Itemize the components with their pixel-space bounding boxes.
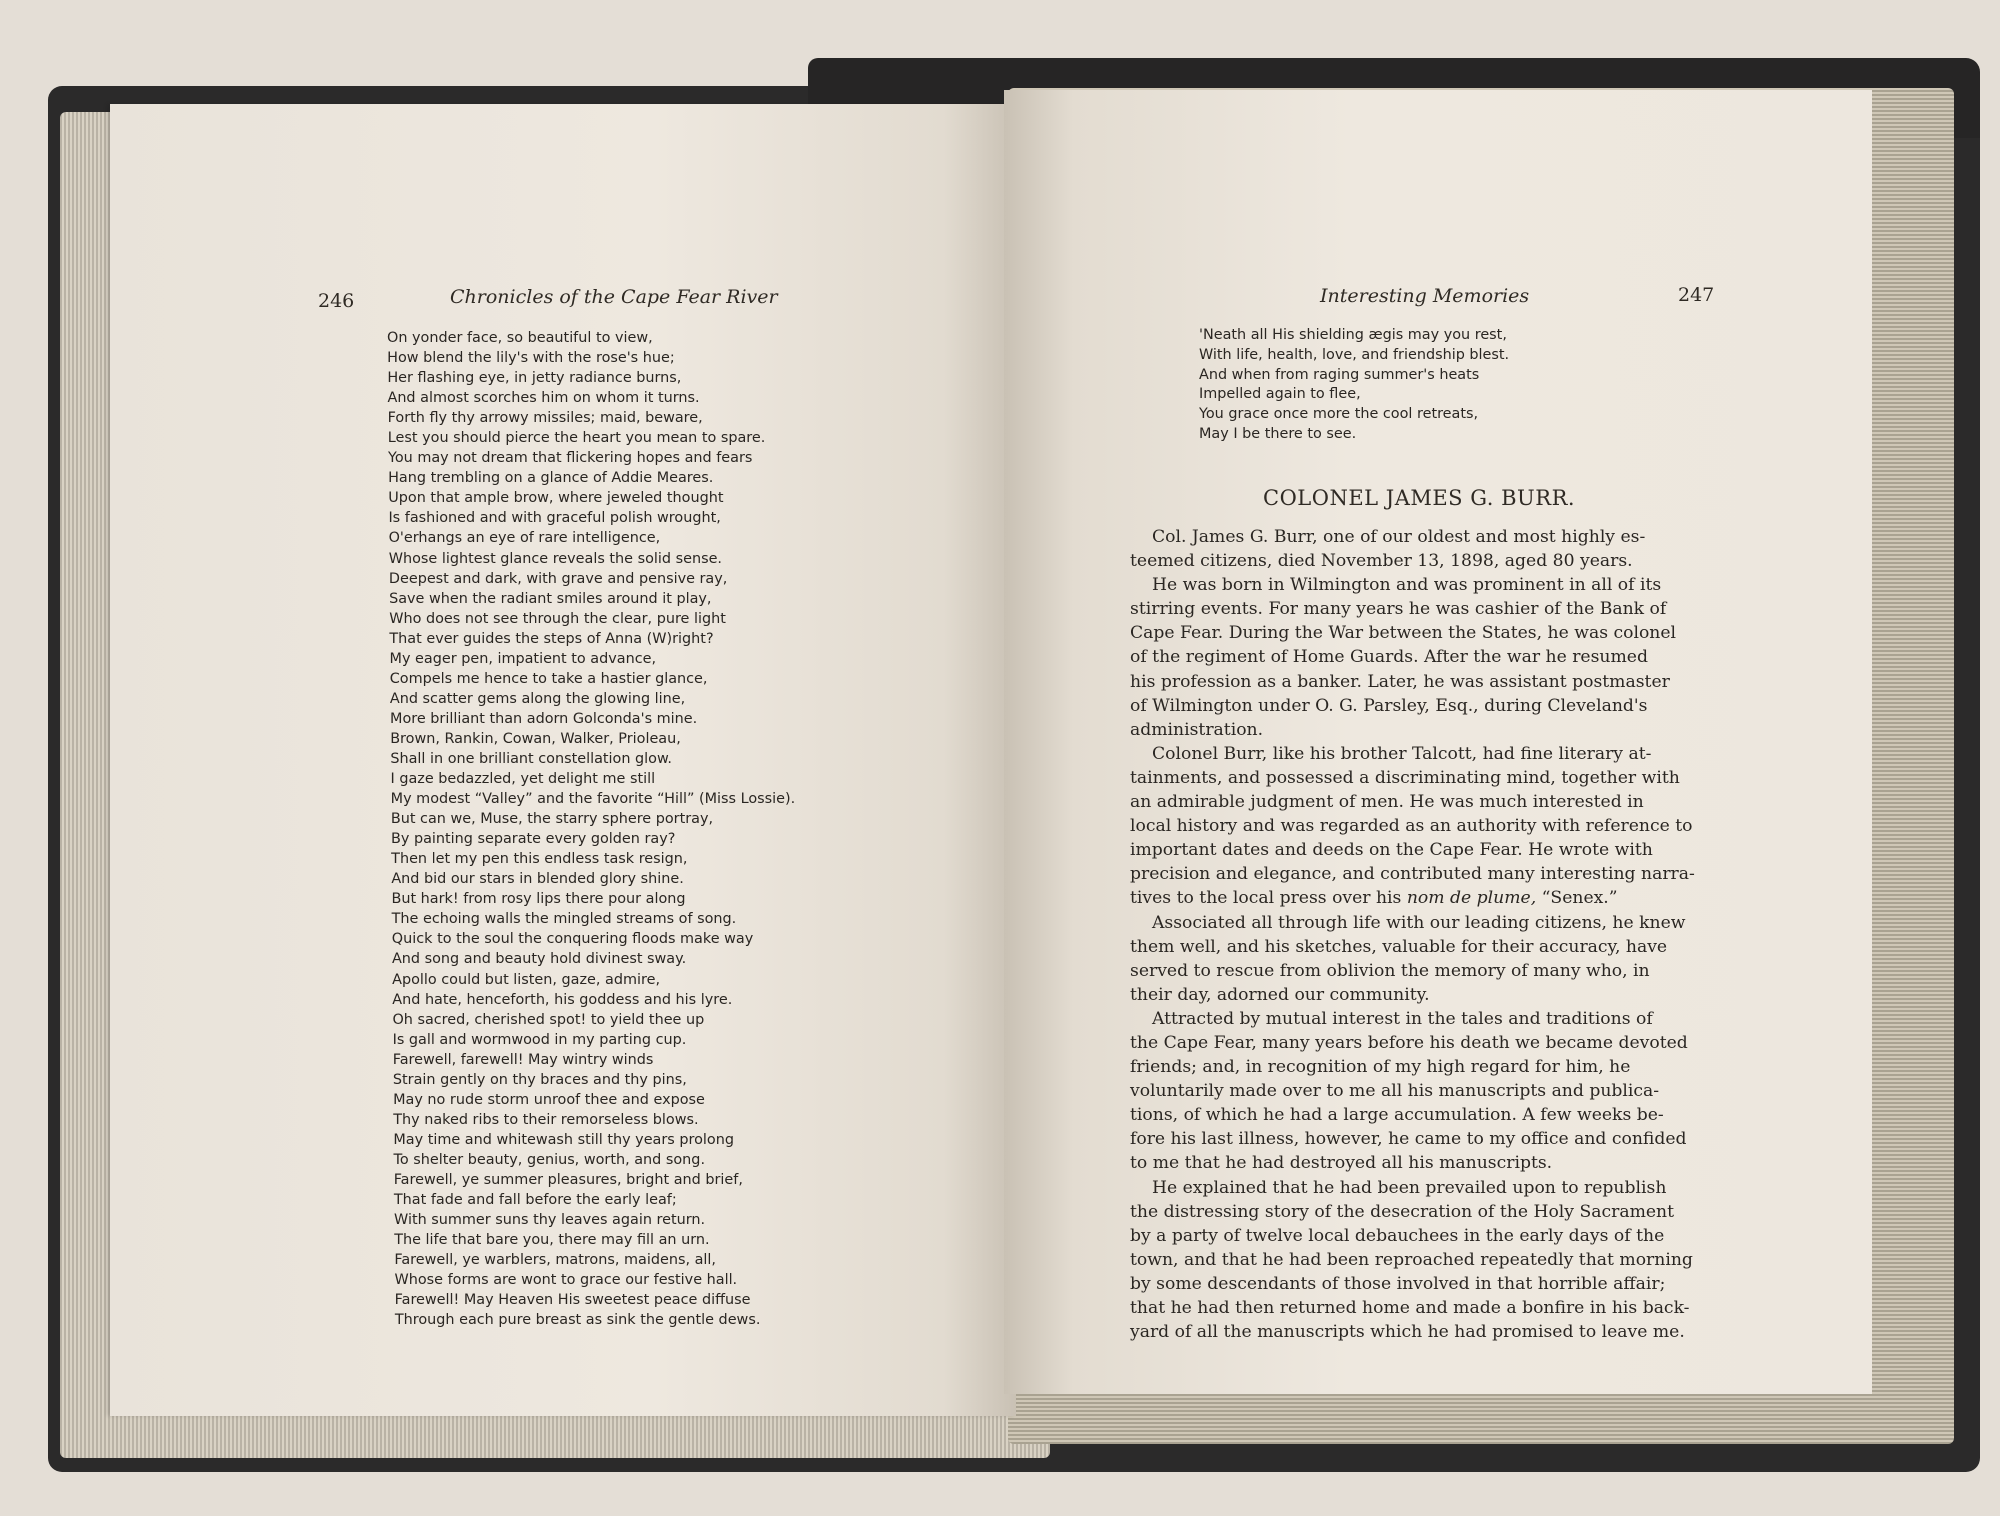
prose-line xyxy=(1130,525,1710,549)
prose-line-text: voluntarily made over to me all his manuscripts and publica- xyxy=(1130,1081,1660,1102)
prose-line xyxy=(1130,1151,1710,1175)
verse-line: Hang trembling on a glance of Addie Meares. xyxy=(388,470,714,487)
prose-line xyxy=(1130,1296,1710,1320)
verse-line: Strain gently on thy braces and thy pins, xyxy=(392,1071,687,1088)
verse-line: Oh sacred, cherished spot! to yield thee up xyxy=(392,1011,705,1028)
verse-line: My modest “Valley” and the favorite “Hill” (Miss Lossie). xyxy=(390,791,796,808)
verse-line: May time and whitewash still thy years prolong xyxy=(393,1131,734,1148)
prose-line xyxy=(1130,1103,1710,1127)
prose-line-text: their day, adorned our community. xyxy=(1130,984,1430,1005)
prose-line-text: teemed citizens, died November 13, 1898, aged 80 years. xyxy=(1130,551,1633,572)
prose-line xyxy=(1130,1248,1710,1272)
verse-line: Impelled again to flee, xyxy=(1199,386,1361,403)
prose-line xyxy=(1130,621,1710,645)
verse-line: Farewell, ye warblers, matrons, maidens, all, xyxy=(394,1252,716,1269)
prose-line-text: precision and elegance, and contributed many interesting narra- xyxy=(1130,864,1695,885)
verse-line: More brilliant than adorn Golconda's mine. xyxy=(390,710,698,727)
prose-line xyxy=(1130,886,1710,910)
verse-line: The life that bare you, there may fill an urn. xyxy=(394,1232,710,1249)
verse-line: Quick to the soul the conquering floods make way xyxy=(391,931,754,948)
verse-line: And almost scorches him on whom it turns. xyxy=(387,390,700,407)
verse-line: Is fashioned and with graceful polish wrought, xyxy=(388,510,721,527)
prose-line xyxy=(1130,742,1710,766)
prose-line xyxy=(1130,1031,1710,1055)
prose-line-text: Cape Fear. During the War between the States, he was colonel xyxy=(1130,623,1677,644)
verse-line: With life, health, love, and friendship blest. xyxy=(1199,346,1510,363)
prose-line xyxy=(1130,573,1710,597)
verse-line: Farewell, ye summer pleasures, bright and brief, xyxy=(393,1171,743,1188)
verse-line: You may not dream that flickering hopes and fears xyxy=(387,450,753,467)
verse-line: On yonder face, so beautiful to view, xyxy=(387,330,653,346)
prose-line-text: He explained that he had been prevailed upon to republish xyxy=(1152,1177,1667,1198)
verse-line: Is gall and wormwood in my parting cup. xyxy=(392,1031,687,1048)
verse-line: My eager pen, impatient to advance, xyxy=(389,650,657,667)
prose-line xyxy=(1130,1176,1710,1200)
article-title: COLONEL JAMES G. BURR. xyxy=(1263,486,1576,510)
prose-line-text: Associated all through life with our leading citizens, he knew xyxy=(1152,912,1686,933)
prose-line-text: of Wilmington under O. G. Parsley, Esq., during Cleveland's xyxy=(1130,695,1648,716)
verse-line: But can we, Muse, the starry sphere portray, xyxy=(390,811,714,828)
verse-line: And when from raging summer's heats xyxy=(1199,366,1480,383)
prose-line xyxy=(1130,549,1710,573)
verse-line: Whose lightest glance reveals the solid sense. xyxy=(388,550,723,567)
verse-line: And song and beauty hold divinest sway. xyxy=(391,951,687,968)
prose-line-text: stirring events. For many years he was cashier of the Bank of xyxy=(1130,599,1667,620)
pen-name-label: nom de plume, xyxy=(1406,888,1537,909)
prose-line xyxy=(1130,983,1710,1007)
prose-line xyxy=(1130,862,1710,886)
pen-name: “Senex.” xyxy=(1541,888,1618,909)
right-verse xyxy=(1199,326,1509,445)
article-body xyxy=(1130,525,1710,1344)
verse-line: How blend the lily's with the rose's hue; xyxy=(387,350,675,367)
verse-line: That fade and fall before the early leaf; xyxy=(393,1192,677,1209)
verse-line: But hark! from rosy lips there pour along xyxy=(391,891,686,908)
prose-line-text: administration. xyxy=(1130,719,1264,740)
verse-line: Through each pure breast as sink the gentle dews. xyxy=(394,1312,761,1329)
prose-line xyxy=(1130,790,1710,814)
right-page-number: 247 xyxy=(1678,284,1715,306)
prose-line xyxy=(1130,1200,1710,1224)
verse-line: To shelter beauty, genius, worth, and song. xyxy=(393,1151,706,1168)
verse-line: Her flashing eye, in jetty radiance burns, xyxy=(387,370,682,387)
prose-line xyxy=(1130,1224,1710,1248)
prose-line-text: tives to the local press over his xyxy=(1130,888,1402,909)
prose-line xyxy=(1130,645,1710,669)
prose-line-text: tions, of which he had a large accumulation. A few weeks be- xyxy=(1130,1105,1664,1126)
prose-line-text: that he had then returned home and made a bonfire in his back- xyxy=(1130,1298,1690,1318)
right-running-head: Interesting Memories xyxy=(1320,285,1530,307)
verse-line: 'Neath all His shielding ægis may you rest, xyxy=(1199,327,1507,343)
prose-line-text: important dates and deeds on the Cape Fear. He wrote with xyxy=(1130,840,1653,861)
verse-line: And hate, henceforth, his goddess and his lyre. xyxy=(392,991,733,1008)
verse-line: Compels me hence to take a hastier glance, xyxy=(389,670,708,687)
prose-line-text: served to rescue from oblivion the memory of many who, in xyxy=(1130,960,1650,981)
prose-line-text: yard of all the manuscripts which he had promised to leave me. xyxy=(1130,1322,1685,1343)
prose-line-text: He was born in Wilmington and was prominent in all of its xyxy=(1152,575,1662,596)
verse-line: That ever guides the steps of Anna (W)right? xyxy=(389,630,714,647)
verse-line: Deepest and dark, with grave and pensive ray, xyxy=(388,570,728,587)
prose-line-text: tainments, and possessed a discriminating mind, together with xyxy=(1130,767,1680,788)
prose-line-text: friends; and, in recognition of my high regard for him, he xyxy=(1130,1057,1631,1078)
prose-line-text: an admirable judgment of men. He was much interested in xyxy=(1130,792,1644,813)
left-verse xyxy=(387,328,795,1330)
verse-line: Farewell! May Heaven His sweetest peace diffuse xyxy=(394,1292,751,1309)
prose-line-text: Attracted by mutual interest in the tales and traditions of xyxy=(1152,1008,1653,1029)
prose-line xyxy=(1130,814,1710,838)
prose-line xyxy=(1130,1079,1710,1103)
prose-line-text: by some descendants of those involved in that horrible affair; xyxy=(1130,1273,1666,1294)
prose-line xyxy=(1130,935,1710,959)
prose-line-text: Colonel Burr, like his brother Talcott, had fine literary at- xyxy=(1152,743,1652,764)
prose-line xyxy=(1130,670,1710,694)
prose-line-text: of the regiment of Home Guards. After the war he resumed xyxy=(1130,647,1648,668)
verse-line: I gaze bedazzled, yet delight me still xyxy=(390,771,656,788)
verse-line: And scatter gems along the glowing line, xyxy=(389,690,686,707)
prose-line xyxy=(1130,1320,1710,1344)
left-running-head: Chronicles of the Cape Fear River xyxy=(450,286,778,308)
prose-line-text: Col. James G. Burr, one of our oldest and most highly es- xyxy=(1152,527,1646,547)
verse-line: Whose forms are wont to grace our festive hall. xyxy=(394,1272,738,1289)
verse-line: Thy naked ribs to their remorseless blows. xyxy=(393,1111,699,1128)
prose-line-text: town, and that he had been reproached repeatedly that morning xyxy=(1130,1249,1693,1270)
verse-line: May no rude storm unroof thee and expose xyxy=(393,1091,705,1108)
verse-line: Then let my pen this endless task resign, xyxy=(391,851,688,868)
verse-line: Shall in one brilliant constellation glow. xyxy=(390,750,672,767)
verse-line: Upon that ample brow, where jeweled thought xyxy=(388,490,724,507)
prose-line xyxy=(1130,1007,1710,1031)
verse-line: Lest you should pierce the heart you mean to spare. xyxy=(387,430,766,447)
prose-line xyxy=(1130,694,1710,718)
verse-line: Who does not see through the clear, pure light xyxy=(389,610,726,627)
prose-line xyxy=(1130,597,1710,621)
verse-line: With summer suns thy leaves again return. xyxy=(394,1212,706,1229)
prose-line xyxy=(1130,1272,1710,1296)
prose-line xyxy=(1130,718,1710,742)
verse-line: May I be there to see. xyxy=(1199,425,1357,442)
prose-line-text: fore his last illness, however, he came to my office and confided xyxy=(1130,1129,1687,1150)
prose-line xyxy=(1130,766,1710,790)
verse-line: Forth fly thy arrowy missiles; maid, beware, xyxy=(387,410,703,427)
prose-line xyxy=(1130,911,1710,935)
prose-line xyxy=(1130,838,1710,862)
verse-line: Brown, Rankin, Cowan, Walker, Prioleau, xyxy=(390,730,681,747)
prose-line-text: the Cape Fear, many years before his death we became devoted xyxy=(1130,1032,1688,1053)
prose-line xyxy=(1130,959,1710,983)
verse-line: And bid our stars in blended glory shine. xyxy=(391,871,684,888)
prose-line-text: local history and was regarded as an authority with reference to xyxy=(1130,816,1693,837)
left-page-number: 246 xyxy=(318,290,355,312)
prose-line-text: them well, and his sketches, valuable for their accuracy, have xyxy=(1130,936,1668,957)
verse-line: Apollo could but listen, gaze, admire, xyxy=(392,971,661,988)
prose-line-text: the distressing story of the desecration of the Holy Sacrament xyxy=(1130,1201,1675,1222)
verse-line: Farewell, farewell! May wintry winds xyxy=(392,1051,654,1068)
prose-line-text: to me that he had destroyed all his manuscripts. xyxy=(1130,1153,1553,1174)
prose-line-text: by a party of twelve local debauchees in the early days of the xyxy=(1130,1225,1665,1246)
prose-line-text: his profession as a banker. Later, he was assistant postmaster xyxy=(1130,671,1670,692)
prose-line xyxy=(1130,1127,1710,1151)
verse-line: O'erhangs an eye of rare intelligence, xyxy=(388,530,661,547)
verse-line: By painting separate every golden ray? xyxy=(391,831,676,848)
prose-line xyxy=(1130,1055,1710,1079)
verse-line: The echoing walls the mingled streams of song. xyxy=(391,911,737,928)
verse-line: Save when the radiant smiles around it play, xyxy=(389,590,712,607)
verse-line: You grace once more the cool retreats, xyxy=(1199,406,1479,423)
